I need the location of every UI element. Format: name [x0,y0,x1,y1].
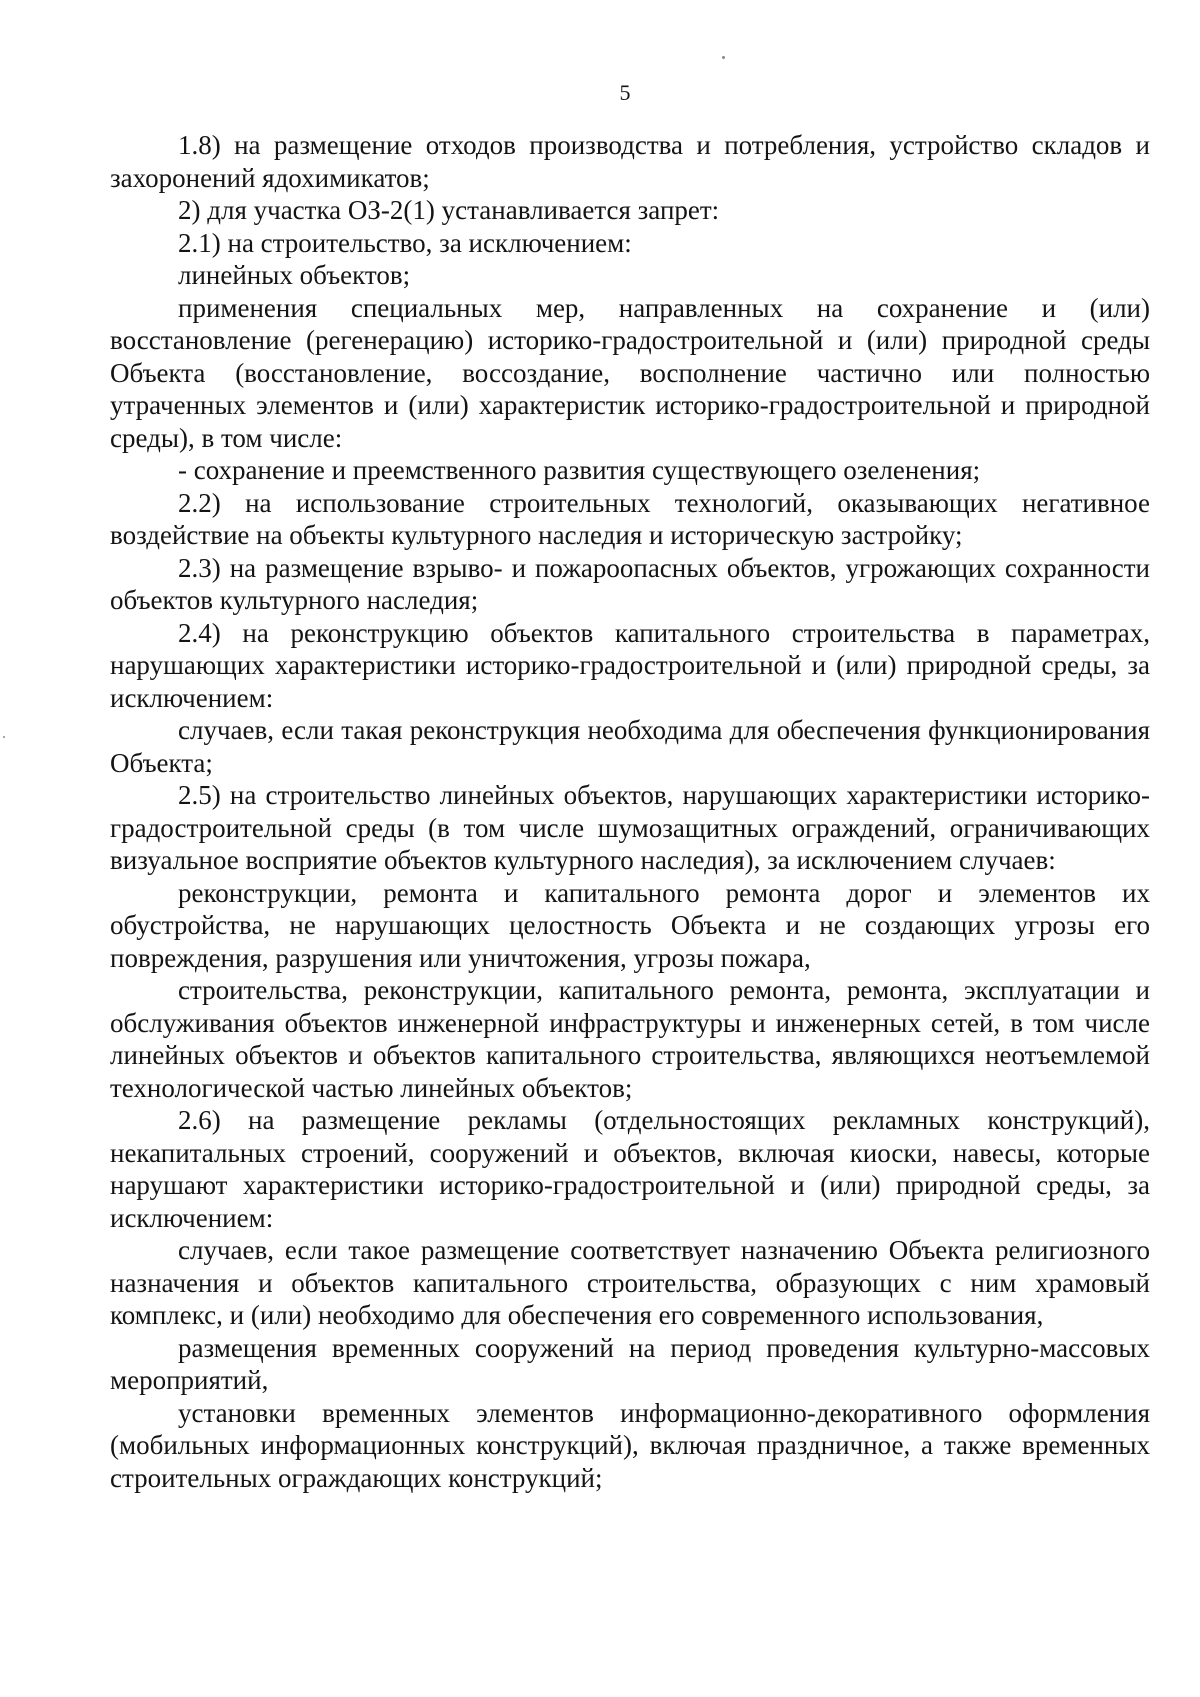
paragraph-linear-objects: линейных объектов; [178,260,411,290]
paragraph-2-2: 2.2) на использование строительных технологий, оказывающих негативное воздействие на объекты культурного наследия и историческую застройку; [110,487,1150,550]
paragraph-2: 2) для участка ОЗ-2(1) устанавливается запрет: [178,195,720,225]
paragraph-1-8: 1.8) на размещение отходов производства и потребления, устройство складов и захоронений ядохимикатов; [110,130,1150,193]
paragraph-temporary-elements: установки временных элементов информационно-декоративного оформления (мобильных информационных конструкций), включая праздничное, а также временных строительных ограждающих конструкций; [110,1397,1150,1493]
paragraph-2-5: 2.5) на строительство линейных объектов, нарушающих характеристики историко- градостроительной среды (в том числе шумозащитных ограждений, ограничивающих визуальное восприятие объектов культурного наследия), за исключением случаев: [110,780,1150,875]
paragraph-greenery: - сохранение и преемственного развития существующего озеленения; [178,455,981,485]
paragraph-engineering-infrastructure: строительства, реконструкции, капитального ремонта, ремонта, эксплуатации и обслуживания объектов инженерной инфраструктуры и инженерных сетей, в том числе линейных объектов и объектов капитального строительства, являющихся неотъемлемой технологической частью линейных объектов; [110,975,1150,1103]
paragraph-2-3: 2.3) на размещение взрыво- и пожароопасных объектов, угрожающих сохранности объектов культурного наследия; [110,552,1150,615]
paragraph-reconstruction-cases: случаев, если такая реконструкция необходима для обеспечения функционирования Объекта; [110,715,1150,778]
paragraph-religious-placement: случаев, если такое размещение соответствует назначению Объекта религиозного назначения и объектов капитального строительства, образующих с ним храмовый комплекс, и (или) необходимо для обеспечения его современного использования, [110,1235,1150,1330]
paragraph-special-measures: применения специальных мер, направленных на сохранение и (или) восстановление (регенерацию) историко-градостроительной и (или) природной среды Объекта (восстановление, воссоздание, восполнение частично или полностью утраченных элементов и (или) характеристик историко-градостроительной и природной среды), в том числе: [110,292,1150,453]
paragraph-2-1: 2.1) на строительство, за исключением: [178,227,632,258]
paragraph-road-repair: реконструкции, ремонта и капитального ремонта дорог и элементов их обустройства, не нарушающих целостность Объекта и не создающих угрозы его повреждения, разрушения или уничтожения, угрозы пожара, [110,877,1150,973]
paragraph-2-4: 2.4) на реконструкцию объектов капитального строительства в параметрах, нарушающих характеристики историко-градостроительной и (или) природной среды, за исключением: [110,617,1150,713]
document-body [110,129,1150,1494]
scan-speck [722,56,725,59]
scan-speck [3,736,5,738]
paragraph-temporary-structures: размещения временных сооружений на период проведения культурно-массовых мероприятий, [110,1332,1150,1395]
page-number: 5 [619,80,631,105]
paragraph-2-6: 2.6) на размещение рекламы (отдельностоящих рекламных конструкций), некапитальных строений, сооружений и объектов, включая киоски, навесы, которые нарушают характеристики историко-градостроительной и (или) природной среды, за исключением: [110,1105,1150,1233]
